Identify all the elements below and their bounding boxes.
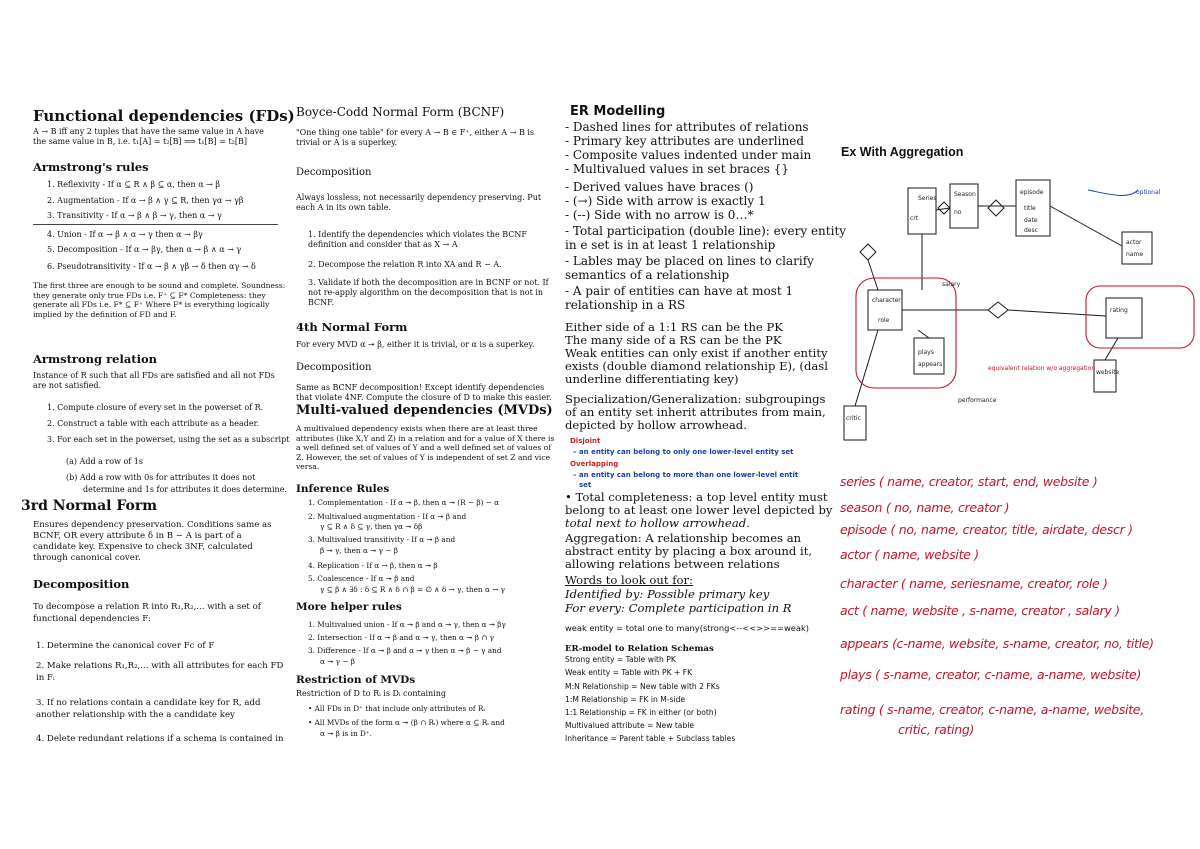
- nf4-text: For every MVD α ↠ β, either it is trivial, or α is a superkey.: [296, 340, 535, 349]
- er-item: - Dashed lines for attributes of relations: [565, 120, 809, 134]
- aggregation-box: [856, 278, 956, 388]
- optional-arrow: [1088, 190, 1138, 195]
- decomposition-title: Decomposition: [33, 577, 130, 591]
- er-para: depicted by hollow arrowhead.: [565, 418, 747, 432]
- no-label: no: [954, 209, 962, 216]
- armstrong-rules-title: Armstrong's rules: [33, 160, 149, 174]
- er-para2: belong to at least one lower level depicted by: [565, 503, 833, 517]
- role-label: role: [878, 317, 890, 324]
- mvd-text: A multivalued dependency exists when there are at least three attributes (like X,Y and Z) in a relation and for a value of X there is a well defined set of values of Y and a well defined set of values of Z. However, the set of values of Y is independent of set Z and vice versa.: [296, 424, 555, 472]
- er-item: - Multivalued values in set braces {}: [565, 162, 789, 176]
- fd-definition: A → B iff any 2 tuples that have the same value in A have the same value in B, i.e. t₁[A] = t₂[B] ⟹ t₁[B] = t₂[B]: [33, 127, 264, 146]
- armstrong-relation-text: Instance of R such that all FDs are satisfied and all not FDs are not satisfied.: [33, 371, 275, 390]
- er-para2: abstract entity by placing a box around it,: [565, 544, 813, 558]
- schema-rating: rating ( s-name, creator, c-name, a-name, website,: [840, 702, 1144, 717]
- salary-label: salary: [942, 281, 961, 288]
- er-item: - Total participation (double line): every entity: [565, 224, 847, 238]
- rule-item: 6. Pseudotransitivity - If α → β ∧ γβ → δ then αγ → δ: [47, 262, 256, 271]
- step-item: 3. For each set in the powerset, using the set as a subscript: [47, 435, 290, 444]
- overlapping-text: – an entity can belong to more than one lower-level entit: [573, 471, 799, 479]
- decomposition-text: To decompose a relation R into R₁,R₂,... with a set of functional dependencies F:: [33, 602, 261, 624]
- helper-item: 3. Difference - If α ↠ β and α ↠ γ then α ↠ β − γ and: [308, 646, 502, 655]
- er-para2: total next to hollow arrowhead.: [565, 516, 750, 530]
- er-para2: • Total completeness: a top level entity must: [565, 490, 828, 504]
- nf3-text: Ensures dependency preservation. Conditions same as BCNF, OR every attribute δ in B − A is part of a candidate key. Expensive to check 3NF, calculated through canonical cover.: [33, 520, 272, 563]
- plays-box: [1106, 298, 1142, 338]
- schema-item: Multivalued attribute = New table: [565, 721, 695, 730]
- schema-rating-cont: critic, rating): [898, 722, 975, 737]
- appears-box: [914, 338, 944, 374]
- restriction-text: Restriction of D to Rᵢ is Dᵢ containing: [296, 689, 447, 698]
- critic-entity: [844, 406, 866, 440]
- er-item: semantics of a relationship: [565, 268, 730, 282]
- inference-item: γ ⊆ R ∧ δ ⊆ γ, then γα ↠ δβ: [320, 522, 423, 531]
- er-para: Weak entities can only exist if another entity: [565, 346, 828, 360]
- restriction-item: α ↠ β is in D⁺.: [320, 729, 372, 738]
- schema-episode: episode ( no, name, creator, title, airdate, descr ): [840, 522, 1133, 537]
- er-para: Specialization/Generalization: subgroupings: [565, 392, 826, 406]
- er-para: of an entity set inherit attributes from main,: [565, 405, 826, 419]
- sub-step-item: (b) Add a row with 0s for attributes it does not: [66, 473, 256, 482]
- restriction-item: • All MVDs of the form α ↠ (β ∩ Rᵢ) where α ⊆ Rᵢ and: [308, 718, 505, 727]
- er-item: - Composite values indented under main: [565, 148, 812, 162]
- date-label: date: [1024, 217, 1038, 224]
- schema-item: Inheritance = Parent table + Subclass tables: [565, 734, 736, 743]
- decomp-step: 3. If no relations contain a candidate key for R, add another relationship with the a candidate key: [36, 698, 261, 720]
- er-para: underline differentiating key): [565, 372, 739, 386]
- er-item: - Primary key attributes are underlined: [565, 134, 804, 148]
- er-item: - (--) Side with no arrow is 0…*: [565, 208, 754, 222]
- disjoint-text: – an entity can belong to only one lower-level entity set: [573, 448, 794, 456]
- rule-item: 4. Union - If α → β ∧ α → γ then α → βγ: [47, 230, 203, 239]
- restriction-title: Restriction of MVDs: [296, 674, 416, 686]
- website-label: website: [1096, 369, 1120, 376]
- mvd-title: Multi-valued dependencies (MVDs): [296, 403, 553, 418]
- name-label: name: [1126, 251, 1144, 258]
- appears-label: appears: [918, 361, 943, 368]
- step-item: 1. Compute closure of every set in the powerset of R.: [47, 403, 264, 412]
- column-aggregation: [838, 0, 1200, 849]
- bcnf-title: Boyce-Codd Normal Form (BCNF): [296, 105, 505, 119]
- inference-item: 5. Coalescence - If α ↠ β and: [308, 574, 415, 583]
- nf3-title: 3rd Normal Form: [21, 498, 158, 514]
- er-para2: Aggregation: A relationship becomes an: [565, 531, 802, 545]
- sub-step-item: (a) Add a row of 1s: [66, 457, 143, 466]
- sound-complete-text: The first three are enough to be sound and complete. Soundness: they generate only true FDs i.e. F⁺ ⊆ F* Completeness: they generate all FDs i.e. F* ⊆ F⁺ Where F* is everything logically implied by the definition of FD and F.: [33, 281, 286, 319]
- episode-label: episode: [1020, 189, 1044, 196]
- rule-item: 1. Reflexivity - If α ⊆ R ∧ β ⊆ α, then α → β: [47, 180, 221, 189]
- decomp-text: Always lossless, not necessarily dependency preserving. Put each A in its own table.: [296, 193, 542, 212]
- series-label: Series: [918, 195, 937, 202]
- critic-label: critic: [846, 415, 861, 422]
- inference-item: 2. Multivalued augmentation - If α ↠ β and: [308, 512, 467, 521]
- plays-aggregation-box: [1086, 286, 1194, 348]
- schema-item: Strong entity = Table with PK: [565, 655, 676, 664]
- er-para2: allowing relations between relations: [565, 557, 780, 571]
- er-diagram: [838, 160, 1200, 460]
- er-para2: For every: Complete participation in R: [565, 601, 792, 615]
- schema-plays: plays ( s-name, creator, c-name, a-name, website): [840, 667, 1142, 682]
- rule-item: 5. Decomposition - If α → βγ, then α → β ∧ α → γ: [47, 245, 242, 254]
- schema-appears: appears (c-name, website, s-name, creator, no, title): [840, 636, 1154, 651]
- schema-item: Weak entity = Table with PK + FK: [565, 668, 693, 677]
- inference-item: γ ⊆ β ∧ ∃δ : δ ⊆ R ∧ δ ∩ β = ∅ ∧ δ → γ, then α → γ: [320, 585, 505, 594]
- er-para2: Words to look out for:: [565, 573, 693, 587]
- plays-label: plays: [918, 349, 934, 356]
- decomp-step: 1. Identify the dependencies which violates the BCNF definition and consider that as X → A: [308, 230, 527, 249]
- armstrong-relation-title: Armstrong relation: [33, 352, 157, 366]
- schema-season: season ( no, name, creator ): [840, 500, 1010, 515]
- er-item: - Derived values have braces (): [565, 180, 754, 194]
- actor-entity: [1122, 232, 1152, 264]
- character-label: character: [872, 297, 901, 304]
- er-para: The many side of a RS can be the PK: [565, 333, 782, 347]
- relation-diamond: [860, 244, 876, 260]
- overlapping-text-2: set: [579, 481, 592, 489]
- character-entity: [868, 290, 902, 330]
- overlapping-label: Overlapping: [570, 460, 619, 468]
- decomp-step: 2. Decompose the relation R into XA and R − A.: [308, 260, 502, 269]
- weak-entity-line: weak entity = total one to many(strong<--<<>>==weak): [565, 623, 810, 633]
- aggregation-title: Ex With Aggregation: [841, 145, 964, 159]
- decomp-step: 1. Determine the canonical cover Fc of F: [36, 641, 215, 651]
- schema-series: series ( name, creator, start, end, website ): [840, 474, 1098, 489]
- crt-label: crt: [910, 215, 919, 222]
- step-item: 2. Construct a table with each attribute as a header.: [47, 419, 260, 428]
- er-title: ER Modelling: [570, 104, 666, 119]
- decomp-step: 3. Validate if both the decomposition are in BCNF or not. If not re-apply algorithm on the decomposition that is not in BCNF.: [308, 278, 549, 307]
- rule-item: 2. Augmentation - If α → β ∧ γ ⊆ R, then γα → γβ: [47, 196, 244, 205]
- optional-label: optional: [1136, 189, 1161, 196]
- rule-item: 3. Transitivity - If α → β ∧ β → γ, then α → γ: [47, 211, 222, 220]
- helper-item: 2. Intersection - If α ↠ β and α ↠ γ, then α ↠ β ∩ γ: [308, 633, 495, 642]
- nf4-title: 4th Normal Form: [296, 320, 408, 334]
- er-para: Either side of a 1:1 RS can be the PK: [565, 320, 783, 334]
- restriction-item: • All FDs in D⁺ that include only attributes of Rᵢ: [308, 704, 485, 713]
- er-item: relationship in a RS: [565, 298, 686, 312]
- inference-item: 3. Multivalued transitivity - If α ↠ β and: [308, 535, 456, 544]
- decomp-step: 4. Delete redundant relations if a schema is contained in: [36, 734, 284, 744]
- divider: [33, 224, 278, 225]
- desc-label: desc: [1024, 227, 1038, 234]
- inference-title: Inference Rules: [296, 483, 390, 495]
- season-label: Season: [954, 191, 976, 198]
- relation-diamond: [988, 200, 1004, 216]
- er-item: in e set is in at least 1 relationship: [565, 238, 776, 252]
- rating-diamond: [988, 302, 1008, 318]
- er-item: - (→) Side with arrow is exactly 1: [565, 194, 766, 208]
- inference-item: 1. Complementation - If α ↠ β, then α ↠ (R − β) − α: [308, 498, 500, 507]
- inference-item: β ↠ γ, then α ↠ γ − β: [320, 546, 398, 555]
- inference-item: 4. Replication - If α → β, then α ↠ β: [308, 561, 438, 570]
- schema-item: 1:M Relationship = FK in M-side: [565, 695, 686, 704]
- bcnf-text: "One thing one table" for every A → B ∈ F⁺, either A → B is trivial or A is a superkey.: [296, 128, 535, 147]
- disjoint-label: Disjoint: [570, 437, 601, 445]
- helper-item: 1. Multivalued union - If α ↠ β and α ↠ γ, then α ↠ βγ: [308, 620, 506, 629]
- schema-character: character ( name, seriesname, creator, role ): [840, 576, 1108, 591]
- rating-label: rating: [1110, 307, 1128, 314]
- er-para2: Identified by: Possible primary key: [565, 587, 770, 601]
- fd-title: Functional dependencies (FDs): [33, 107, 295, 125]
- title-label: title: [1024, 205, 1036, 212]
- decomp2-text: Same as BCNF decomposition! Except identify dependencies that violate 4NF. Compute the closure of D to make this easier.: [296, 383, 552, 402]
- equivalent-label: equivalent relation w/o aggregation: [988, 365, 1096, 372]
- decomp2-title: Decomposition: [296, 362, 372, 373]
- helper-title: More helper rules: [296, 601, 402, 613]
- helper-item: α ↠ γ − β: [320, 657, 356, 666]
- er-item: - A pair of entities can have at most 1: [565, 284, 794, 298]
- decomp-step: 2. Make relations R₁,R₂,... with all attributes for each FD in Fᵢ: [36, 661, 284, 683]
- schema-item: 1:1 Relationship = FK in either (or both): [565, 708, 717, 717]
- critic-entity-2: [1094, 360, 1116, 392]
- actor-label: actor: [1126, 239, 1142, 246]
- performance-label: performance: [958, 397, 997, 404]
- schema-item: M:N Relationship = New table with 2 FKs: [565, 682, 720, 691]
- schema-act: act ( name, website , s-name, creator , salary ): [840, 603, 1120, 618]
- schema-title: ER-model to Relation Schemas: [565, 644, 714, 654]
- schema-actor: actor ( name, website ): [840, 547, 979, 562]
- decomp-title: Decomposition: [296, 167, 372, 178]
- er-item: - Lables may be placed on lines to clarify: [565, 254, 814, 268]
- sub-step-item: determine and 1s for attributes it does determine.: [83, 485, 287, 494]
- er-para: exists (double diamond relationship E), (dasl: [565, 359, 828, 373]
